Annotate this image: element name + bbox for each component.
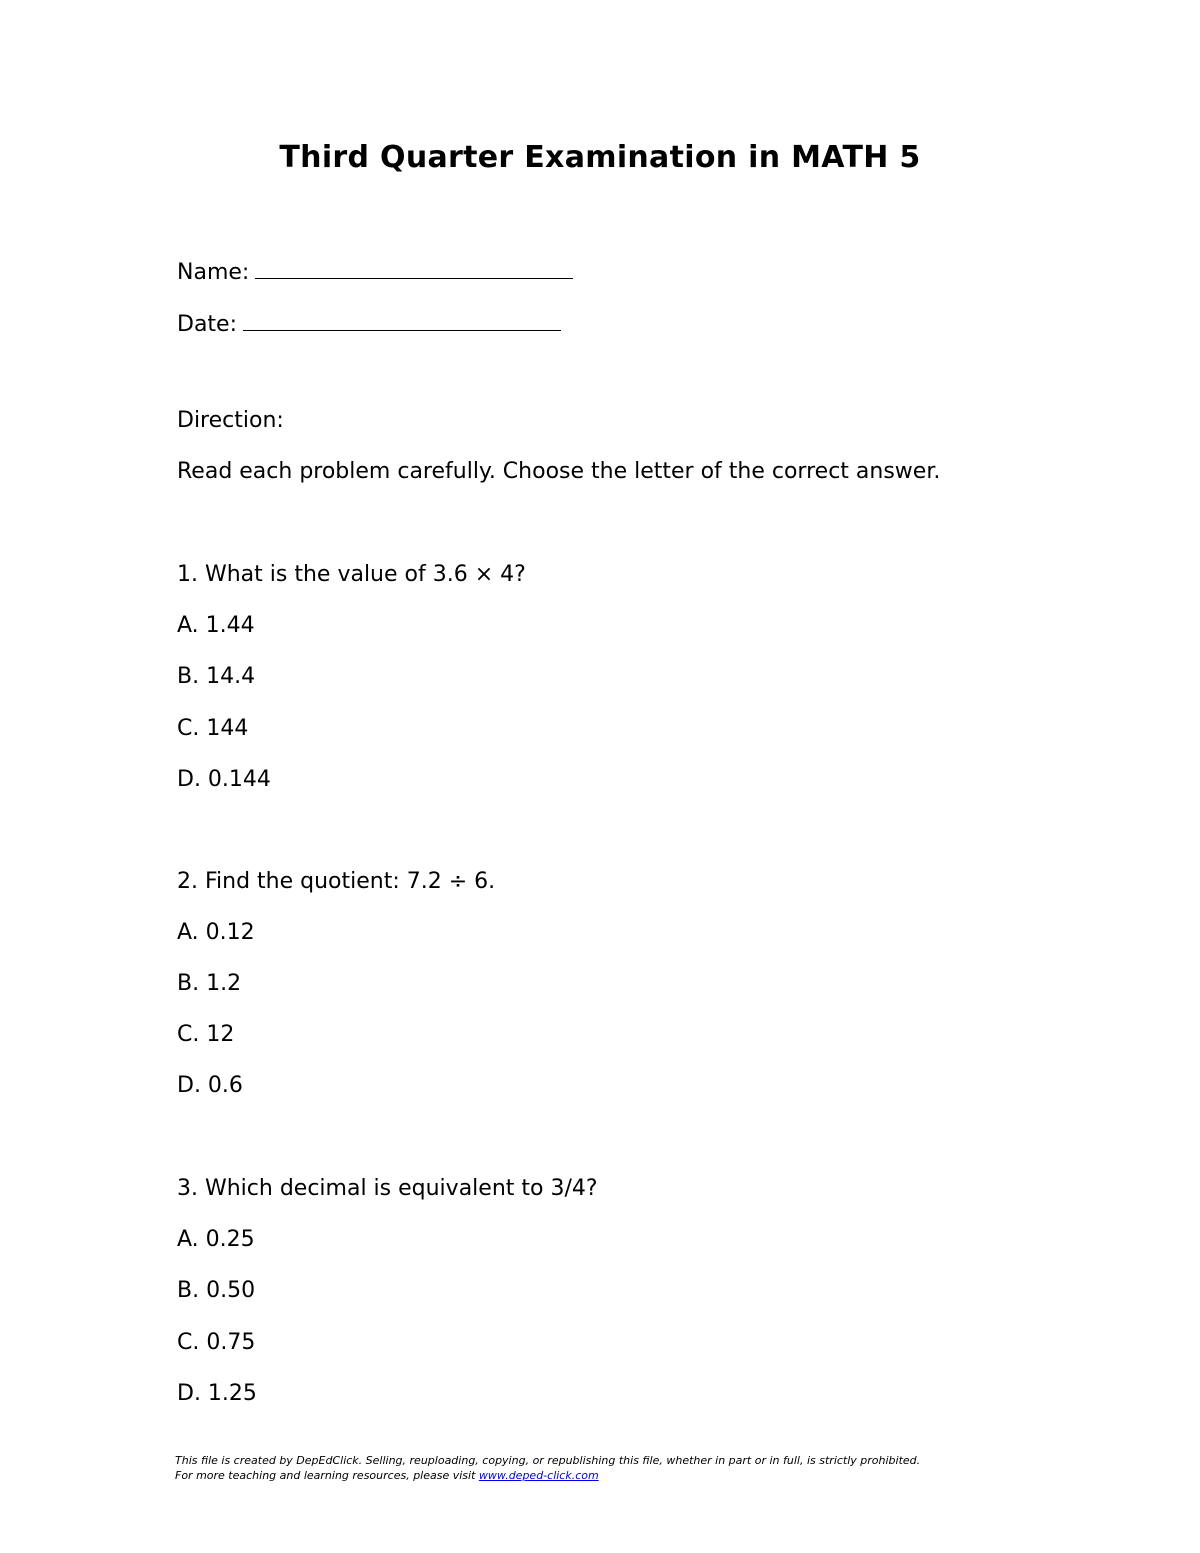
- question-3-choice-d: D. 1.25: [177, 1381, 257, 1406]
- direction-label: Direction:: [177, 408, 284, 433]
- question-3-choice-a: A. 0.25: [177, 1227, 255, 1252]
- name-field-row: [177, 254, 573, 285]
- question-2-text: 2. Find the quotient: 7.2 ÷ 6.: [177, 869, 496, 894]
- question-1-choice-c: C. 144: [177, 716, 249, 741]
- question-1-choice-a: A. 1.44: [177, 613, 255, 638]
- question-1-text: 1. What is the value of 3.6 × 4?: [177, 562, 526, 587]
- footer-resources-prefix: For more teaching and learning resources, please visit: [175, 1469, 476, 1482]
- footer-resources-line: [175, 1468, 920, 1483]
- question-3-choice-c: C. 0.75: [177, 1330, 256, 1355]
- date-field-row: [177, 306, 561, 337]
- direction-text: Read each problem carefully. Choose the letter of the correct answer.: [177, 459, 941, 484]
- footer-notice: [175, 1453, 920, 1483]
- name-blank-line[interactable]: [255, 254, 573, 279]
- page-title: Third Quarter Examination in MATH 5: [279, 140, 921, 175]
- question-1-choice-d: D. 0.144: [177, 767, 271, 792]
- question-3-text: 3. Which decimal is equivalent to 3/4?: [177, 1176, 598, 1201]
- date-blank-line[interactable]: [243, 306, 561, 331]
- date-label: Date:: [177, 312, 237, 337]
- question-2-choice-d: D. 0.6: [177, 1073, 243, 1098]
- question-2-choice-a: A. 0.12: [177, 920, 255, 945]
- name-label: Name:: [177, 260, 250, 285]
- question-1-choice-b: B. 14.4: [177, 664, 256, 689]
- footer-copyright-line: This file is created by DepEdClick. Selling, reuploading, copying, or republishing this file, whether in part or in full, is strictly prohibited.: [175, 1454, 921, 1467]
- question-3-choice-b: B. 0.50: [177, 1278, 256, 1303]
- question-2-choice-b: B. 1.2: [177, 971, 242, 996]
- question-2-choice-c: C. 12: [177, 1022, 235, 1047]
- footer-website-link[interactable]: www.deped-click.com: [478, 1469, 599, 1482]
